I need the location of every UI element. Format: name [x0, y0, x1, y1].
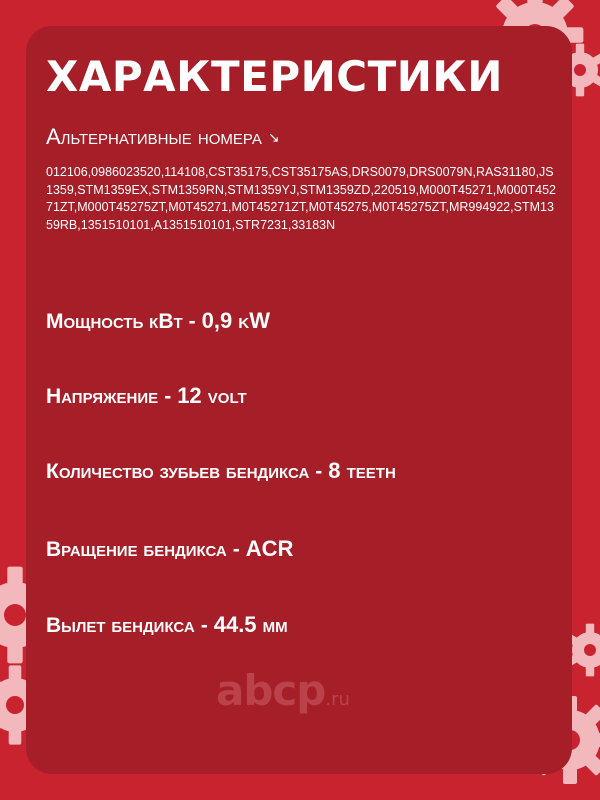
spec-rotation: Вращение бендикса - ACR — [46, 536, 294, 561]
spec-value: 12 volt — [177, 383, 247, 408]
spec-value: 8 teeth — [328, 458, 396, 483]
logo-text: abcp — [216, 666, 326, 715]
spec-label: Вращение бендикса — [46, 538, 227, 561]
specs-card — [26, 26, 572, 774]
alt-numbers-list: 012106,0986023520,114108,CST35175,CST35175AS,DRS0079,DRS0079N,RAS31180,JS1359,STM1359EX,STM1359RN,STM1359YJ,STM1359ZD,220519,M000T45271,M000T45271ZT,M000T45275ZT,M0T45271,M0T45271ZT,M0T45275,M0T45275ZT,MR994922,STM1359RB,1351510101,A1351510101,STR7231,33183N — [46, 165, 557, 232]
alt-numbers-heading-label: Альтернативные номера — [46, 124, 262, 149]
abcp-logo — [216, 666, 350, 715]
spec-voltage: Напряжение - 12 volt — [46, 383, 247, 408]
logo-suffix: .ru — [325, 689, 350, 710]
arrow-down-right-icon: ↘ — [267, 129, 280, 145]
spec-value: 0,9 kW — [201, 308, 270, 333]
spec-reach: Вылет бендикса - 44.5 мм — [46, 612, 288, 637]
spec-label: Количество зубьев бендикса — [46, 460, 310, 483]
spec-label: Мощность кВт — [46, 310, 183, 333]
spec-label: Напряжение — [46, 385, 159, 408]
spec-label: Вылет бендикса — [46, 614, 195, 637]
spec-value: 44.5 мм — [213, 612, 288, 637]
alt-numbers-heading — [46, 124, 280, 150]
spec-value: ACR — [245, 536, 294, 561]
page-title: ХАРАКТЕРИСТИКИ — [46, 52, 503, 101]
spec-power: Мощность кВт - 0,9 kW — [46, 308, 270, 333]
spec-teeth: Количество зубьев бендикса - 8 teeth — [46, 458, 396, 483]
